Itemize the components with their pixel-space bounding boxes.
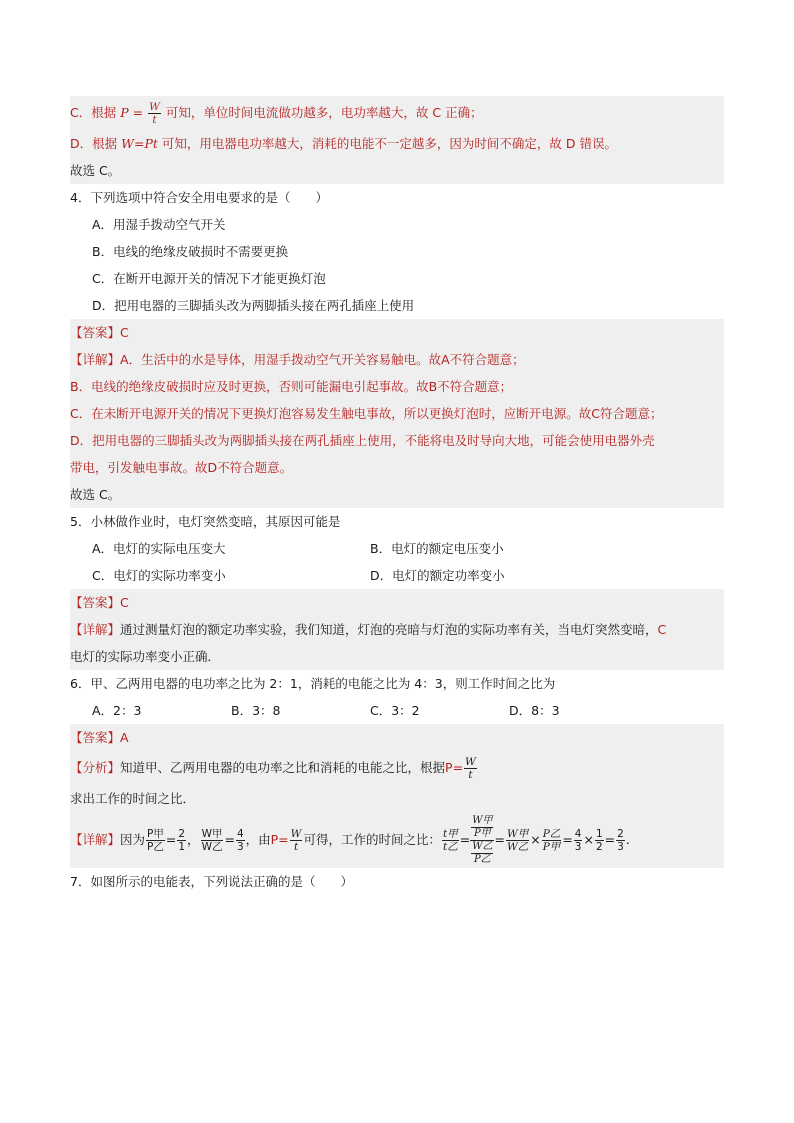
q4-answer xyxy=(70,319,724,346)
answer-tag: 【答案】 xyxy=(70,595,121,610)
q5-option-c: C．电灯的实际功率变小 xyxy=(92,568,226,583)
compound-fraction: W甲 P甲 W乙 P乙 xyxy=(472,815,493,865)
detail-tag: 【详解】 xyxy=(70,352,121,367)
q4-option-a: A．用湿手拨动空气开关 xyxy=(92,217,226,232)
answer-tag: 【答案】 xyxy=(70,730,121,745)
fraction: $\frac{2}{3}$ xyxy=(617,827,624,853)
fraction: $\frac{4}{3}$ xyxy=(574,827,582,853)
document-page xyxy=(70,96,724,895)
q5-answer xyxy=(70,589,724,616)
q6-answer xyxy=(70,724,724,751)
formula-fraction: $\frac{W}{t}$ xyxy=(465,755,476,781)
formula-fraction: $\frac{W}{t}$ xyxy=(149,100,160,126)
q4-option-c: C．在断开电源开关的情况下才能更换灯泡 xyxy=(92,271,326,286)
q5-stem: 5．小林做作业时，电灯突然变暗，其原因可能是 xyxy=(70,514,341,529)
q4-detail-line: 带电，引发触电事故。故D不符合题意。 xyxy=(70,460,293,475)
q6-options xyxy=(70,697,724,724)
q3-explanation-block xyxy=(70,96,724,184)
energy-ratio-fraction: W甲 W乙 xyxy=(201,827,223,853)
q3-option-d-explanation xyxy=(70,130,724,157)
explanation-text: 可知，单位时间电流做功越多，电功率越大，故 xyxy=(165,105,429,120)
q5-options-row-1 xyxy=(70,535,724,562)
q5-solution-block xyxy=(70,589,724,670)
q3-choice: 故选 C。 xyxy=(70,163,121,178)
q4-detail-line: D．把用电器的三脚插头改为两脚插头接在两孔插座上使用，不能将电及时导向大地，可能会使用电器外壳 xyxy=(70,433,655,448)
q6-analysis-line2: 求出工作的时间之比． xyxy=(70,791,196,806)
answer-value: C xyxy=(120,595,129,610)
q6-option-d: D．8：3 xyxy=(509,703,560,718)
q6-option-b: B．3：8 xyxy=(231,703,281,718)
time-ratio-fraction: t甲 t乙 xyxy=(442,827,458,853)
fraction: $\frac{1}{2}$ xyxy=(595,827,603,853)
explanation-text: 正确； xyxy=(445,105,483,120)
answer-value: C xyxy=(120,325,129,340)
q4-choice: 故选 C。 xyxy=(70,487,121,502)
explanation-text: 错误。 xyxy=(579,136,618,151)
q4-detail-line: 【详解】A．生活中的水是导体，用湿手拨动空气开关容易触电。故A不符合题意； xyxy=(70,352,525,367)
answer-value: A xyxy=(120,730,129,745)
explanation-text: D．根据 xyxy=(70,136,118,151)
q4-option-b: B．电线的绝缘皮破损时不需要更换 xyxy=(92,244,289,259)
formula-fraction: $\frac{W}{t}$ xyxy=(290,827,302,853)
q6-analysis: 【分析】知道甲、乙两用电器的电功率之比和消耗的电能之比，根据P= $\frac{W}{t}$ xyxy=(70,755,476,781)
explanation-text: 可知，用电器电功率越大，消耗的电能不一定越多，因为时间不确定，故 xyxy=(161,136,562,151)
q4-solution-block xyxy=(70,319,724,508)
answer-tag: 【答案】 xyxy=(70,325,121,340)
option-letter: C xyxy=(432,105,442,120)
fraction: $\frac{4}{3}$ xyxy=(236,827,244,853)
q6-solution-block xyxy=(70,724,724,868)
formula: W=Pt xyxy=(121,136,158,151)
option-letter: D xyxy=(565,136,576,151)
q5-option-d: D．电灯的额定功率变小 xyxy=(370,568,505,583)
q6-option-a: A．2：3 xyxy=(92,703,142,718)
explanation-text: C．根据 xyxy=(70,105,117,120)
q4-detail-line: C．在未断开电源开关的情况下更换灯泡容易发生触电事故，所以更换灯泡时，应断开电源。故C符合题意； xyxy=(70,406,663,421)
q4-stem: 4．下列选项中符合安全用电要求的是（ ） xyxy=(70,190,328,205)
fraction: P乙 P甲 xyxy=(542,827,561,853)
q5-option-b: B．电灯的额定电压变小 xyxy=(370,541,504,556)
q5-detail-line: 电灯的实际功率变小正确． xyxy=(70,649,221,664)
q3-option-c-explanation xyxy=(70,96,724,130)
q7-stem: 7．如图所示的电能表，下列说法正确的是（ ） xyxy=(70,874,353,889)
fraction: $\frac{2}{1}$ xyxy=(178,827,186,853)
detail-tag: 【详解】 xyxy=(70,622,121,637)
detail-tag: 【详解】 xyxy=(70,832,121,847)
q6-detail: 【详解】因为 P甲 P乙 = $\frac{2}{1}$ ， W甲 W乙 = $\frac{4}{3}$ ，由P= $\frac{W}{t}$ 可得，工作的时间之比： t甲 t乙 = W甲 P甲 W乙 P乙 = W甲 W乙 × P乙 P甲 = $\frac{4}{3}$ × $\frac{1}{2}$ = $\frac{2}{3}$ . xyxy=(70,815,630,865)
analysis-tag: 【分析】 xyxy=(70,760,121,775)
q6-stem: 6．甲、乙两用电器的电功率之比为 2：1，消耗的电能之比为 4：3，则工作时间之比为 xyxy=(70,676,556,691)
formula-lhs: P = xyxy=(120,105,144,120)
fraction: W甲 W乙 xyxy=(506,827,529,853)
q4-detail-line: B．电线的绝缘皮破损时应及时更换，否则可能漏电引起事故。故B不符合题意； xyxy=(70,379,513,394)
q5-options-row-2 xyxy=(70,562,724,589)
q5-detail-line: 【详解】通过测量灯泡的额定功率实验，我们知道，灯泡的亮暗与灯泡的实际功率有关，当电灯突然变暗，C xyxy=(70,622,667,637)
q5-option-a: A．电灯的实际电压变大 xyxy=(92,541,226,556)
q6-option-c: C．3：2 xyxy=(370,703,420,718)
power-ratio-fraction: P甲 P乙 xyxy=(147,827,164,853)
q4-option-d: D．把用电器的三脚插头改为两脚插头接在两孔插座上使用 xyxy=(92,298,415,313)
